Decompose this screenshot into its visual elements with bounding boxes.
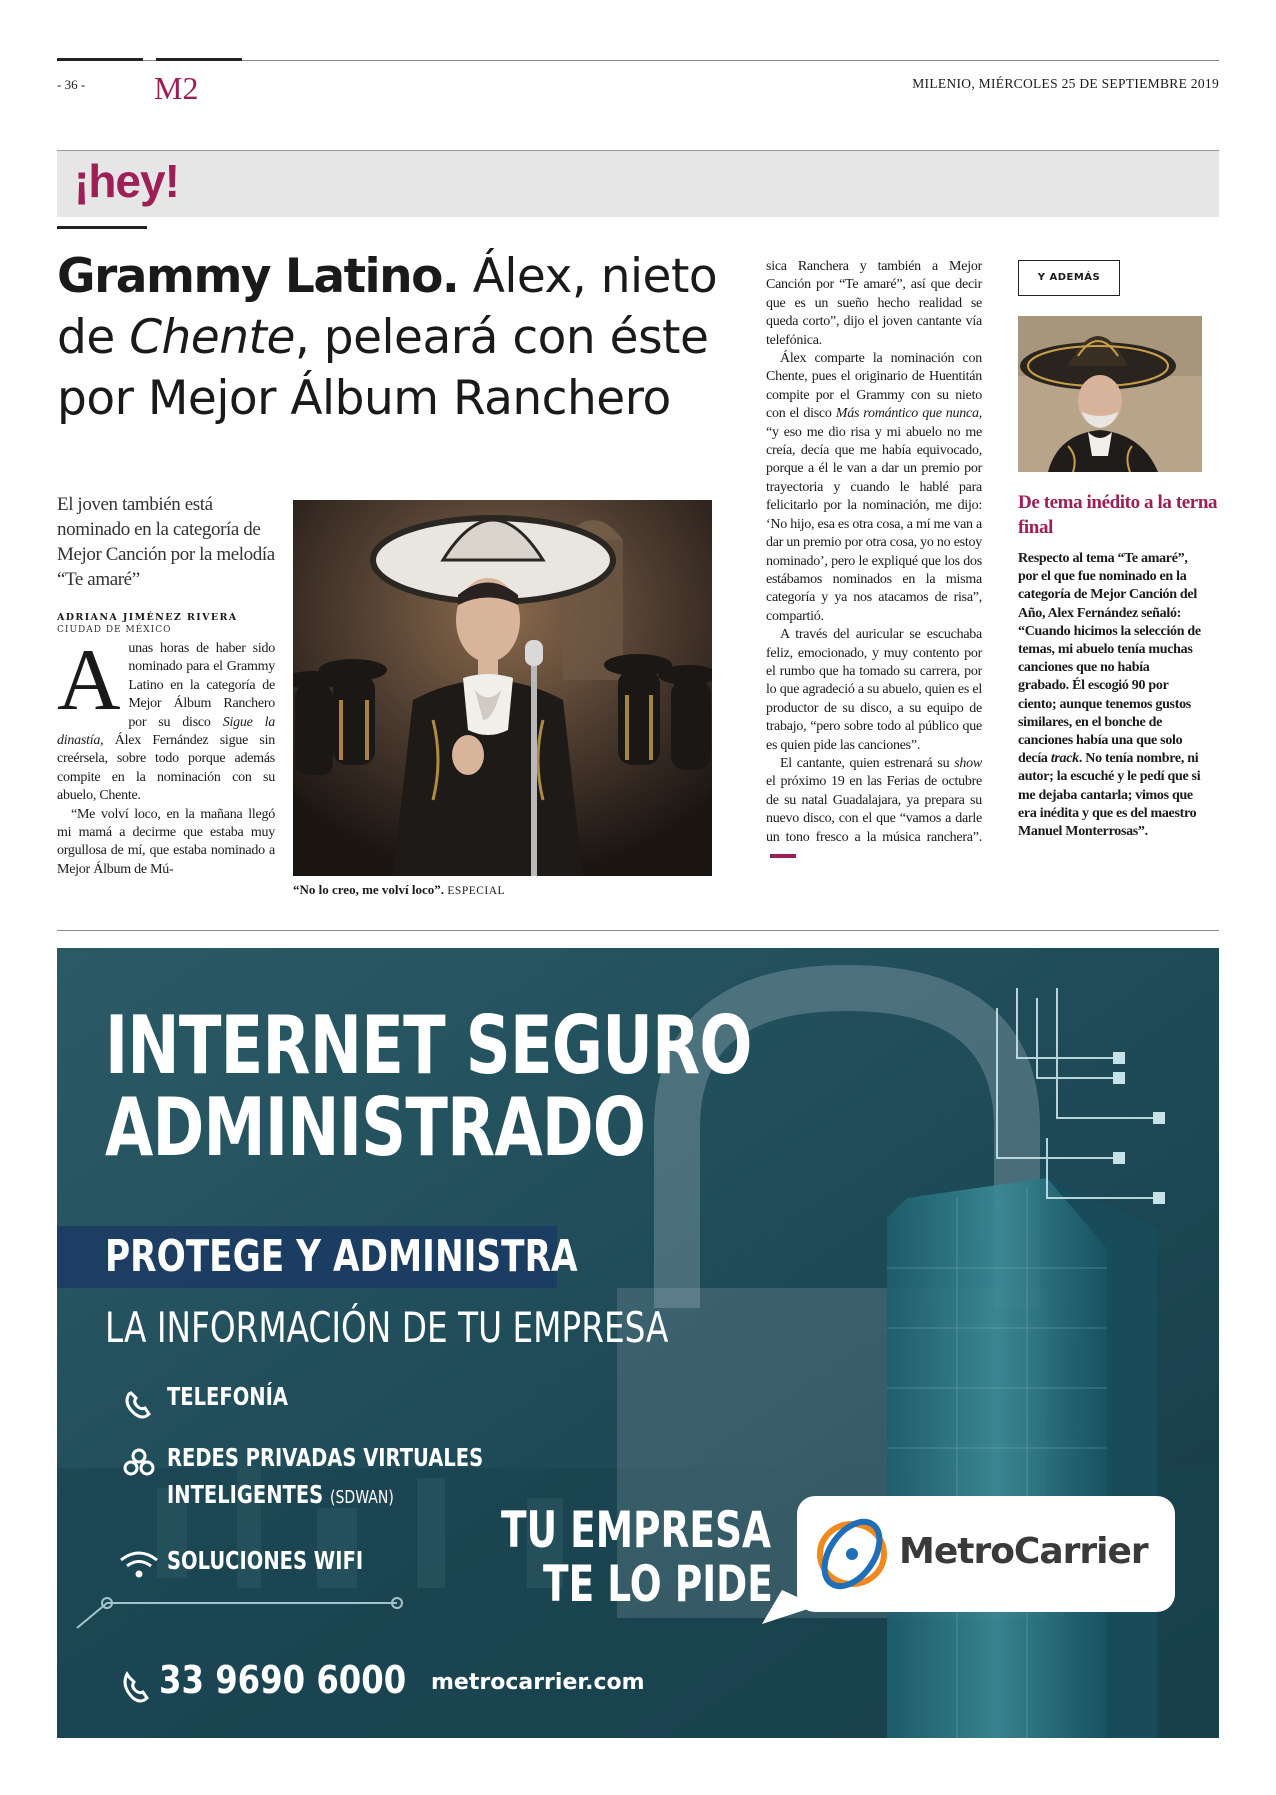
section-band (57, 150, 1219, 217)
ad-band-text: PROTEGE Y ADMINISTRA (105, 1231, 578, 1282)
sidebar-title: De tema inédito a la terna final (1018, 492, 1218, 538)
dateline: MILENIO, MIÉRCOLES 25 DE SEPTIEMBRE 2019 (912, 76, 1219, 91)
sidebar-body (1018, 550, 1202, 841)
album-title: Sigue la dinastía (57, 714, 275, 749)
ad-separator (57, 930, 1219, 931)
drop-cap: A (57, 632, 121, 729)
ad-item-inteligentes-label: INTELIGENTES (167, 1480, 324, 1509)
paragraph-text: , “y eso me dio risa y mi abuelo no me creía, decía que me había equivocado, porque a él le van a dar un premio por trayectoria y cuando le hablé para felicitarlo por la nominación, me dijo: ‘No hijo, esa es otra cosa, a mí me van a dar un premio por otra cosa, yo no estoy nominado’, pero le expliqué que los dos estábamos nominados en la misma categoría y ya nos atacamos de risa”, compartió. (766, 406, 983, 624)
article-paragraph-1 (57, 632, 275, 806)
headline-line-1: Álex, nieto (458, 249, 718, 304)
article-paragraph-3: sica Ranchera y también a Mejor Canción por “Te amaré”, así que decir que es un sueño hecho realidad se queda corto”, dijo el joven cantante vía telefónica. (766, 259, 982, 348)
section-label: M2 (154, 70, 199, 106)
sidebar-track-word: track (1050, 751, 1079, 767)
ad-url: metrocarrier.com (431, 1670, 645, 1695)
section-tag: ¡hey! (74, 155, 179, 207)
sidebar-text: Respecto al tema “Te amaré”, por el que fue nominado en la categoría de Mejor Canción del Año, Alex Fernández señaló: “Cuando hicimos la selección de temas, mi abuelo tenía muchas canciones que no había grabado. Él escogió 90 por ciento; aunque tenemos gustos similares, en el bonche de canciones había una que solo decía (1018, 551, 1201, 767)
page-number: - 36 - (57, 77, 86, 92)
sidebar-photo (1018, 316, 1202, 472)
ad-headline-1: INTERNET SEGURO (105, 999, 752, 1092)
section-tag-rule (57, 226, 147, 229)
album-title: Más romántico que nunca (835, 406, 979, 422)
advertisement (57, 948, 1219, 1738)
photo-caption (293, 882, 505, 898)
ad-subline: LA INFORMACIÓN DE TU EMPRESA (105, 1303, 669, 1352)
sidebar-label: Y ADEMÁS (1018, 260, 1120, 296)
paragraph-text: El cantante, quien estrenará su (780, 755, 955, 771)
ad-slogan-1: TU EMPRESA (501, 1501, 772, 1559)
ad-phone: 33 9690 6000 (159, 1658, 407, 1702)
ad-item-inteligentes (167, 1480, 394, 1513)
show-word: show (954, 755, 982, 771)
headline-line-3: por Mejor Álbum Ranchero (57, 371, 671, 426)
caption-quote: “No lo creo, me volví loco”. (293, 882, 445, 897)
ad-item-redes: REDES PRIVADAS VIRTUALES (167, 1443, 484, 1472)
paragraph-text: el próximo 19 en las Ferias de octubre de su natal Guadalajara, ya prepara su nuevo disco, con el que “vamos a darle un tono fresco a la música ranchera”. (766, 774, 982, 845)
byline: ADRIANA JIMÉNEZ RIVERA (57, 612, 238, 623)
paragraph-text: , Álex Fernández sigue sin creérsela, sobre todo porque además compite en la nominación con su abuelo, Chente. (57, 733, 275, 804)
main-photo (293, 500, 712, 876)
headline-kicker: Grammy Latino. (57, 249, 459, 304)
paragraph-text: unas horas de haber sido nominado para el Grammy Latino en la categoría de Mejor Álbum Ranchero por su disco (128, 641, 275, 730)
article-paragraph-4 (766, 350, 982, 626)
ad-slogan-2: TE LO PIDE (543, 1555, 773, 1613)
article-deck: El joven también está nominado en la categoría de Mejor Canción por la melodía “Te amaré” (57, 494, 275, 590)
top-rule-accent-2 (156, 58, 242, 61)
dateline-city: CIUDAD DE MÉXICO (57, 625, 172, 635)
singer-photo-illustration (293, 500, 712, 876)
sidebar-text: . No tenía nombre, ni autor; la escuché y le pedí que si me dejaba cantarla; vimos que era inédita y que es del maestro Manuel Monterrosas”. (1018, 751, 1201, 840)
headline-line-2a: de (57, 310, 130, 365)
article-column-3 (766, 258, 982, 865)
article-paragraph-6 (766, 755, 982, 865)
article-paragraph-2: “Me volví loco, en la mañana llegó mi mamá a decirme que estaba muy orgullosa de mí, que estaba nominado a Mejor Álbum de Mú- (57, 806, 275, 877)
end-mark (770, 854, 796, 858)
ad-brand: MetroCarrier (899, 1531, 1148, 1572)
headline-line-2b: Chente (129, 310, 295, 365)
ad-headline-2: ADMINISTRADO (105, 1081, 646, 1174)
ad-item-telefonia: TELEFONÍA (167, 1382, 288, 1411)
chente-photo-illustration (1018, 316, 1202, 472)
headline (57, 246, 737, 429)
caption-credit: ESPECIAL (444, 885, 506, 897)
ad-item-wifi: SOLUCIONES WIFI (167, 1546, 364, 1575)
top-rule-accent (57, 58, 143, 61)
paragraph-text: Álex comparte la nominación con Chente, pues el originario de Huentitán compite por el Grammy con su nieto con el disco (766, 351, 982, 422)
ad-item-sdwan: (SDWAN) (329, 1487, 394, 1508)
article-column-1 (57, 632, 275, 879)
headline-line-2c: , peleará con éste (294, 310, 709, 365)
article-paragraph-5: A través del auricular se escuchaba feliz, emocionado, y muy contento por el rumbo que ha tomado su carrera, por lo que agradeció a su abuelo, quien es el productor de su disco, a su equipo de trabajo, “pero sobre todo al público que es quien pide las canciones”. (766, 627, 982, 753)
